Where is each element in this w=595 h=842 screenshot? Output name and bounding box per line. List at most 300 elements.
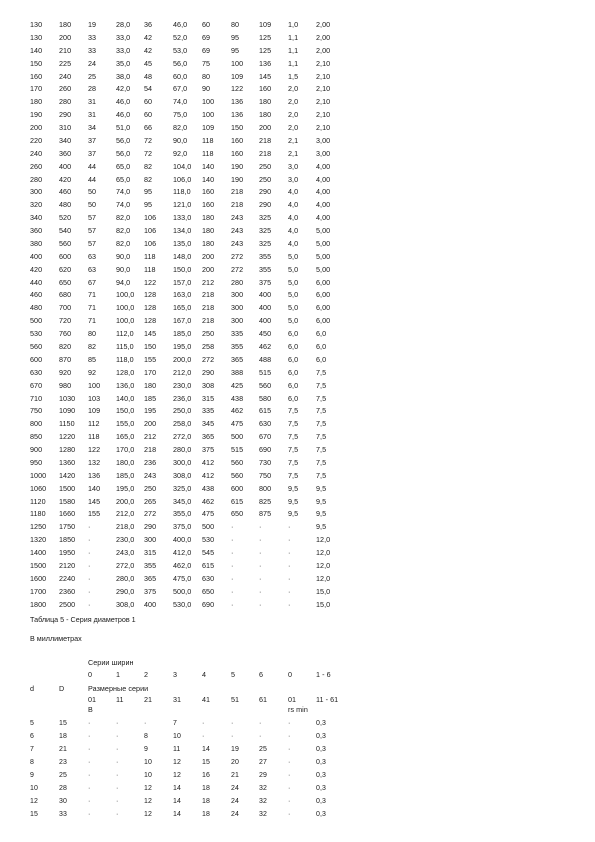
table-row <box>0 744 595 756</box>
table-cell: · <box>88 785 91 792</box>
table-cell: 94,0 <box>116 277 131 287</box>
table-cell: 2,10 <box>316 97 331 107</box>
table-cell: 2,10 <box>316 123 331 133</box>
table-cell: · <box>231 573 234 583</box>
table-cell: 37 <box>88 135 97 145</box>
table-cell: 225 <box>59 58 72 68</box>
table-cell: · <box>144 720 147 727</box>
table-cell: 250 <box>144 483 157 493</box>
table-cell: 1500 <box>59 483 76 493</box>
table-cell: 180 <box>144 380 157 390</box>
table-cell: 1600 <box>30 573 47 583</box>
table-cell: 388 <box>231 367 244 377</box>
table-cell: 3,00 <box>316 148 331 158</box>
table-cell: 218 <box>231 187 244 197</box>
table-cell: 60 <box>144 110 153 120</box>
table-cell: 35,0 <box>116 58 131 68</box>
table-cell: 1280 <box>59 445 76 455</box>
table-cell: · <box>88 798 91 805</box>
table-cell: 240 <box>59 71 72 81</box>
dim-series-51: 51 <box>231 695 240 704</box>
table-cell: 6,0 <box>316 329 327 339</box>
table-cell: 6,0 <box>316 342 327 351</box>
table-cell: 630 <box>259 419 272 429</box>
table-cell: · <box>88 560 91 570</box>
table-cell: 480 <box>30 303 43 313</box>
table-cell: · <box>88 573 91 583</box>
table-cell: 1090 <box>59 406 76 416</box>
table-cell: 340 <box>59 135 72 145</box>
table-cell: 600 <box>59 251 72 261</box>
table-row <box>0 289 595 301</box>
table-cell: 920 <box>59 367 72 377</box>
table-cell: 325 <box>259 238 272 248</box>
table-cell: 212 <box>202 277 215 287</box>
table-cell: 300 <box>144 535 157 545</box>
table-cell: 560 <box>231 470 244 480</box>
table-row <box>0 302 595 314</box>
table-cell: 243 <box>231 213 244 223</box>
table-cell: · <box>88 733 91 740</box>
table-cell: 11 <box>173 746 181 753</box>
table-cell: 36 <box>144 20 153 29</box>
table-cell: 7,5 <box>316 432 327 442</box>
table-cell: 412 <box>202 470 215 480</box>
table-cell: 4,0 <box>288 226 299 236</box>
table-cell: 136 <box>231 110 244 120</box>
table-cell: · <box>88 522 91 532</box>
table-cell: 750 <box>30 406 43 416</box>
table-cell: 140,0 <box>116 393 135 403</box>
table-row <box>0 341 595 353</box>
table-cell: 280 <box>231 277 244 287</box>
table-cell: 14 <box>173 798 181 805</box>
table-cell: 128,0 <box>116 367 135 377</box>
table-cell: · <box>259 573 262 583</box>
table-row <box>0 264 595 276</box>
table-cell: 412 <box>202 457 215 467</box>
table-cell: 0,3 <box>316 746 326 753</box>
table-cell: 9,5 <box>316 522 327 532</box>
table-cell: 600 <box>30 354 43 364</box>
table-cell: 163,0 <box>173 290 192 300</box>
table-cell: 9 <box>144 746 148 753</box>
table-cell: · <box>231 733 234 740</box>
table-cell: 30 <box>59 798 67 805</box>
table-cell: 145 <box>144 329 157 339</box>
table-cell: 520 <box>59 213 72 223</box>
table-cell: 50 <box>88 200 97 210</box>
table-cell: 185,0 <box>116 470 135 480</box>
table-row <box>0 148 595 160</box>
table-cell: 488 <box>259 354 272 364</box>
table-cell: 355 <box>259 251 272 261</box>
table-cell: 2,00 <box>316 45 331 55</box>
table-cell: 272 <box>202 354 215 364</box>
table-cell: · <box>259 720 262 727</box>
table-cell: · <box>88 759 91 766</box>
table-cell: 46,0 <box>116 97 131 107</box>
table-cell: 230,0 <box>173 380 192 390</box>
table-cell: 75,0 <box>173 110 188 120</box>
table-cell: 218 <box>202 290 215 300</box>
table-cell: 545 <box>202 548 215 558</box>
table-cell: 345,0 <box>173 496 192 506</box>
table-cell: 800 <box>30 419 43 429</box>
table-cell: 18 <box>202 798 210 805</box>
table-cell: 540 <box>59 226 72 236</box>
table-cell: 23 <box>59 759 67 766</box>
table-cell: 82 <box>144 161 153 171</box>
table-row <box>0 796 595 808</box>
table-cell: 2500 <box>59 599 76 609</box>
table-cell: 160 <box>231 135 244 145</box>
table-cell: 74,0 <box>116 187 131 197</box>
table-cell: · <box>231 535 234 545</box>
table-cell: 530 <box>202 535 215 545</box>
table-cell: · <box>288 811 291 818</box>
table-cell: 180 <box>259 110 272 120</box>
table-cell: 140 <box>88 483 101 493</box>
table-cell: 480 <box>59 200 72 210</box>
table-cell: 82,0 <box>116 226 131 236</box>
table-cell: 710 <box>30 393 43 403</box>
table-cell: 560 <box>231 457 244 467</box>
table-cell: 150,0 <box>173 264 192 274</box>
table-cell: · <box>288 573 291 583</box>
table-cell: 300 <box>30 187 43 197</box>
table-cell: 15,0 <box>316 586 331 596</box>
table-cell: 1850 <box>59 535 76 545</box>
table-cell: 280 <box>59 97 72 107</box>
table-cell: 4,0 <box>288 238 299 248</box>
table-cell: 375 <box>259 277 272 287</box>
table-cell: 109 <box>259 20 272 29</box>
col-rs-min: rs min <box>288 705 308 714</box>
table-cell: 160 <box>202 187 215 197</box>
table-cell: 300 <box>231 316 244 326</box>
table-cell: 500 <box>231 432 244 442</box>
table-cell: · <box>202 720 205 727</box>
table-cell: 335 <box>231 329 244 339</box>
table-row <box>0 96 595 108</box>
table-cell: 90,0 <box>116 251 131 261</box>
table-cell: 300,0 <box>173 457 192 467</box>
table-cell: 7,5 <box>288 432 299 442</box>
table-cell: 315 <box>202 393 215 403</box>
table-cell: 1360 <box>59 457 76 467</box>
table-cell: 218 <box>259 135 272 145</box>
table-row <box>0 135 595 147</box>
table-5-caption: Таблица 5 - Серия диаметров 1 <box>30 615 136 624</box>
table-cell: 7,5 <box>316 419 327 429</box>
table-cell: 412,0 <box>173 548 192 558</box>
table-cell: 1700 <box>30 586 47 596</box>
table-cell: · <box>288 586 291 596</box>
table-cell: 42 <box>144 45 153 55</box>
table-cell: 6,0 <box>288 380 299 390</box>
table-cell: 109 <box>231 71 244 81</box>
table-cell: 167,0 <box>173 316 192 326</box>
table-cell: 615 <box>231 496 244 506</box>
table-cell: 115,0 <box>116 342 134 351</box>
table-cell: 100 <box>202 110 215 120</box>
table-cell: 5,00 <box>316 251 331 261</box>
table-cell: 100 <box>88 380 101 390</box>
width-series-5: 5 <box>231 670 236 679</box>
table-cell: 2120 <box>59 560 76 570</box>
table-cell: 650 <box>59 277 72 287</box>
table-cell: 1,0 <box>288 20 299 29</box>
table-cell: 140 <box>202 174 215 184</box>
table-cell: 9 <box>30 772 34 779</box>
width-series-6: 6 <box>259 670 264 679</box>
table-cell: 980 <box>59 380 72 390</box>
table-cell: 500,0 <box>173 586 192 596</box>
table-cell: 44 <box>88 161 97 171</box>
width-series-1-6: 1 - 6 <box>316 670 331 679</box>
table-row <box>0 418 595 430</box>
table-row <box>0 731 595 743</box>
table-cell: 10 <box>30 785 38 792</box>
table-cell: 375 <box>144 586 157 596</box>
table-cell: 218 <box>202 303 215 313</box>
table-cell: · <box>116 785 119 792</box>
table-cell: 24 <box>231 811 239 818</box>
table-cell: 118,0 <box>173 187 191 197</box>
table-cell: 130 <box>30 32 43 42</box>
table-cell: 1060 <box>30 483 47 493</box>
table-cell: 220 <box>30 135 43 145</box>
dim-series-11: 11 <box>116 695 124 704</box>
table-cell: 8 <box>144 733 148 740</box>
table-cell: 12,0 <box>316 535 331 545</box>
table-cell: 308,0 <box>116 599 135 609</box>
table-cell: 118 <box>144 251 156 261</box>
table-cell: · <box>259 733 262 740</box>
table-cell: 9,5 <box>316 483 327 493</box>
table-cell: 28 <box>59 785 67 792</box>
table-cell: 1950 <box>59 548 76 558</box>
table-cell: 32 <box>259 785 267 792</box>
table-cell: 4,00 <box>316 200 331 210</box>
table-row <box>0 560 595 572</box>
table-cell: 57 <box>88 238 97 248</box>
table-cell: 236 <box>144 457 157 467</box>
table-cell: 308,0 <box>173 470 192 480</box>
table-cell: · <box>288 599 291 609</box>
table-cell: 80 <box>202 71 211 81</box>
width-series-0: 0 <box>88 670 93 679</box>
table-cell: 650 <box>231 509 244 519</box>
table-cell: 100 <box>202 97 215 107</box>
table-cell: · <box>288 720 291 727</box>
table-cell: · <box>288 560 291 570</box>
table-cell: 67,0 <box>173 84 188 94</box>
table-cell: 95 <box>144 200 153 210</box>
table-cell: 272 <box>144 509 157 519</box>
dim-series-61: 61 <box>259 695 268 704</box>
table-cell: · <box>88 772 91 779</box>
table-cell: 6,0 <box>288 367 299 377</box>
table-cell: 355 <box>259 264 272 274</box>
table-cell: 12,0 <box>316 573 331 583</box>
col-D: D <box>59 684 65 693</box>
table-cell: 136 <box>259 58 272 68</box>
table-cell: · <box>288 522 291 532</box>
table-cell: 355 <box>231 342 244 351</box>
table-row <box>0 521 595 533</box>
table-cell: 500 <box>30 316 43 326</box>
table-cell: 7 <box>30 746 34 753</box>
table-row <box>0 354 595 366</box>
table-cell: 4,00 <box>316 213 331 223</box>
table-cell: 1000 <box>30 470 47 480</box>
table-cell: · <box>259 548 262 558</box>
table-cell: 250 <box>259 161 272 171</box>
table-row <box>0 757 595 769</box>
table-cell: 400,0 <box>173 535 192 545</box>
table-cell: 28 <box>88 84 97 94</box>
table-cell: 7,5 <box>316 457 327 467</box>
table-cell: 6 <box>30 733 34 740</box>
table-cell: 104,0 <box>173 161 192 171</box>
table-cell: 112,0 <box>116 329 134 339</box>
table-cell: 21 <box>59 746 67 753</box>
table-cell: 29 <box>259 772 267 779</box>
table-cell: 122 <box>144 277 157 287</box>
table-cell: 145 <box>259 71 272 81</box>
table-cell: 12,0 <box>316 560 331 570</box>
table-cell: 190 <box>30 110 43 120</box>
table-cell: 10 <box>173 733 181 740</box>
table-cell: 290 <box>259 200 272 210</box>
table-cell: 54 <box>144 84 153 94</box>
table-cell: 14 <box>173 785 181 792</box>
table-cell: 63 <box>88 264 97 274</box>
table-cell: 243,0 <box>116 548 135 558</box>
table-cell: 218 <box>231 200 244 210</box>
table-cell: 380 <box>30 238 43 248</box>
table-cell: 9,5 <box>288 496 299 506</box>
table-cell: · <box>288 746 291 753</box>
table-cell: 32 <box>259 798 267 805</box>
table-cell: 56,0 <box>173 58 188 68</box>
table-cell: 462,0 <box>173 560 192 570</box>
table-cell: 125 <box>259 32 272 42</box>
table-cell: 19 <box>88 20 97 29</box>
table-cell: 240 <box>30 148 43 158</box>
table-cell: 438 <box>202 483 215 493</box>
table-cell: 7,5 <box>316 380 327 390</box>
table-cell: 310 <box>59 123 72 133</box>
table-cell: 0,3 <box>316 759 326 766</box>
table-cell: · <box>231 720 234 727</box>
table-cell: · <box>259 599 262 609</box>
table-cell: 7,5 <box>288 457 299 467</box>
table-cell: 133,0 <box>173 213 192 223</box>
table-cell: 345 <box>202 419 215 429</box>
table-row <box>0 483 595 495</box>
table-cell: 82,0 <box>116 238 131 248</box>
table-cell: 580 <box>259 393 272 403</box>
table-cell: 6,0 <box>288 342 299 351</box>
table-row <box>0 277 595 289</box>
table-cell: 600 <box>231 483 244 493</box>
table-row <box>0 586 595 598</box>
table-cell: 118,0 <box>116 354 134 364</box>
table-cell: 670 <box>259 432 272 442</box>
table-cell: 6,0 <box>316 354 327 364</box>
table-cell: 157,0 <box>173 277 192 287</box>
table-cell: 100,0 <box>116 290 135 300</box>
table-cell: 125 <box>259 45 272 55</box>
table-cell: 3,00 <box>316 135 331 145</box>
table-cell: 51,0 <box>116 123 131 133</box>
table-cell: 60,0 <box>173 71 188 81</box>
table-cell: 1420 <box>59 470 76 480</box>
table-cell: 290 <box>144 522 157 532</box>
table-cell: 185 <box>144 393 157 403</box>
table-cell: 2,10 <box>316 58 331 68</box>
table-cell: 118 <box>202 148 214 158</box>
table-cell: 1660 <box>59 509 76 519</box>
table-cell: 280 <box>30 174 43 184</box>
table-cell: 155 <box>144 354 157 364</box>
table-row <box>0 534 595 546</box>
table-cell: 15 <box>202 759 210 766</box>
table-cell: 20 <box>231 759 239 766</box>
table-cell: 19 <box>231 746 239 753</box>
table-cell: · <box>88 811 91 818</box>
table-cell: 180,0 <box>116 457 135 467</box>
table-cell: 14 <box>173 811 181 818</box>
table-cell: 4,0 <box>288 187 299 197</box>
table-cell: 5,00 <box>316 238 331 248</box>
table-cell: · <box>116 798 119 805</box>
table-cell: 462 <box>231 406 244 416</box>
table-cell: 212,0 <box>173 367 192 377</box>
table-cell: · <box>88 586 91 596</box>
table-cell: 10 <box>144 759 152 766</box>
table-cell: 170 <box>30 84 43 94</box>
table-cell: · <box>259 586 262 596</box>
table-cell: 128 <box>144 303 157 313</box>
table-cell: 180 <box>259 97 272 107</box>
table-cell: 200 <box>202 251 215 261</box>
table-cell: 750 <box>259 470 272 480</box>
table-cell: 243 <box>231 226 244 236</box>
table-cell: · <box>116 759 119 766</box>
table-cell: 2360 <box>59 586 76 596</box>
table-cell: 56,0 <box>116 135 131 145</box>
table-cell: 150 <box>231 123 244 133</box>
table-cell: 155,0 <box>116 419 135 429</box>
table-cell: 7,5 <box>288 445 299 455</box>
table-cell: 160 <box>202 200 215 210</box>
table-cell: 272,0 <box>116 560 135 570</box>
dim-series-01: 01 <box>88 695 97 704</box>
table-cell: 136,0 <box>116 380 135 390</box>
table-cell: 212 <box>144 432 157 442</box>
table-cell: 46,0 <box>116 110 131 120</box>
table-cell: 7 <box>173 720 177 727</box>
table-cell: 210 <box>59 45 72 55</box>
table-cell: 24 <box>88 58 97 68</box>
table-cell: · <box>88 746 91 753</box>
table-cell: 4,00 <box>316 174 331 184</box>
table-cell: 12 <box>144 811 152 818</box>
